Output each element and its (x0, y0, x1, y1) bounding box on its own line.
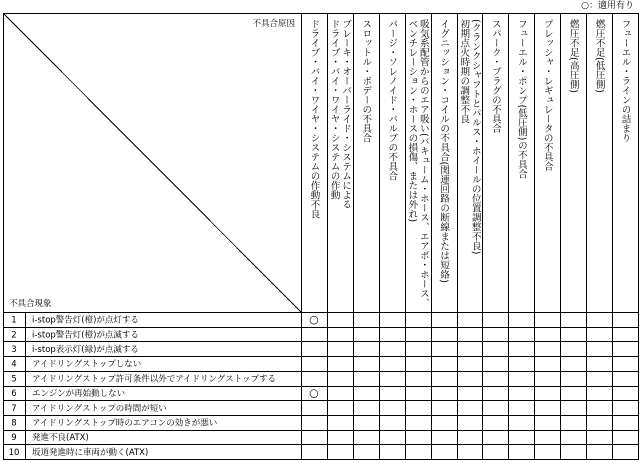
cause-label-13: フューエル・ラインの詰まり (619, 19, 631, 143)
cause-label-10: プレッシャ・レギュレータの不具合 (541, 19, 553, 171)
cause-label-1: ドライブ・バイ・ワイヤ・システムの作動不良 (308, 19, 320, 219)
cause-label-8: スパーク・プラグの不具合 (489, 19, 501, 133)
cause-label-2: ブレーキ・オーバーライド・システムによる (340, 19, 352, 209)
row-phenomenon: アイドリングストップ許可条件以外でアイドリングストップする (32, 374, 276, 385)
phenomenon-header-label: 不具合現象 (9, 299, 52, 309)
row-number: 8 (11, 418, 17, 429)
row-number: 1 (11, 315, 17, 326)
row-number: 5 (11, 374, 17, 385)
row-phenomenon: i-stop警告灯(橙)が点灯する (32, 315, 139, 326)
cause-label-4: パージ・ソレノイド・バルブの不具合 (386, 19, 398, 181)
legend-note: ○：適用有り (581, 1, 634, 11)
cause-label-5: 吸気系配管からのエア吸い(バキューム・ホース、エアボ・ホース、 (417, 19, 429, 308)
row-number: 9 (11, 433, 17, 444)
row-number: 6 (11, 389, 17, 400)
row-number: 2 (11, 330, 17, 341)
row-number: 3 (11, 344, 17, 355)
cause-label-7: (クランクシャフトとパルス・ホイールの位置調整不良) (469, 19, 481, 255)
cause-label-6: イグニッション・コイルの不具合(関連回路の断線または短絡) (438, 19, 450, 283)
fault-matrix-table (3, 13, 639, 460)
row-phenomenon: アイドリングストップ時のエアコンの効きが悪い (32, 418, 218, 429)
cause-label-3: スロットル・ボデーの不具合 (360, 19, 372, 143)
applicable-mark: ○ (309, 313, 319, 327)
cause-label-11: 燃圧不足(高圧側) (567, 19, 579, 93)
cause-label-7: 初期点火時期の調整不良 (458, 19, 470, 124)
cause-label-9: フューエル・ポンプ(低圧側)の不具合 (515, 19, 527, 179)
applicable-mark: ○ (309, 386, 319, 400)
row-phenomenon: アイドリングストップの時間が短い (32, 403, 167, 414)
header-diagonal (3, 13, 301, 312)
cause-header-label: 不具合原因 (252, 19, 295, 29)
row-phenomenon: エンジンが再始動しない (32, 389, 126, 400)
row-phenomenon: 坂道発進時に車両が動く(ATX) (32, 447, 149, 458)
row-phenomenon: アイドリングストップしない (32, 359, 142, 370)
row-number: 4 (11, 359, 17, 370)
cause-label-12: 燃圧不足(低圧側) (593, 19, 605, 93)
row-phenomenon: 発進不良(ATX) (32, 433, 89, 444)
row-number: 7 (11, 403, 17, 414)
row-phenomenon: i-stop警告灯(橙)が点滅する (32, 330, 139, 341)
cause-label-5: ベンチレーション・ホースの損傷、または外れ) (406, 19, 418, 223)
row-phenomenon: i-stop表示灯(緑)が点滅する (32, 344, 139, 355)
cause-label-2: ドライブ・バイ・ワイヤ・システムの作動 (328, 19, 340, 200)
row-number: 10 (8, 447, 20, 458)
